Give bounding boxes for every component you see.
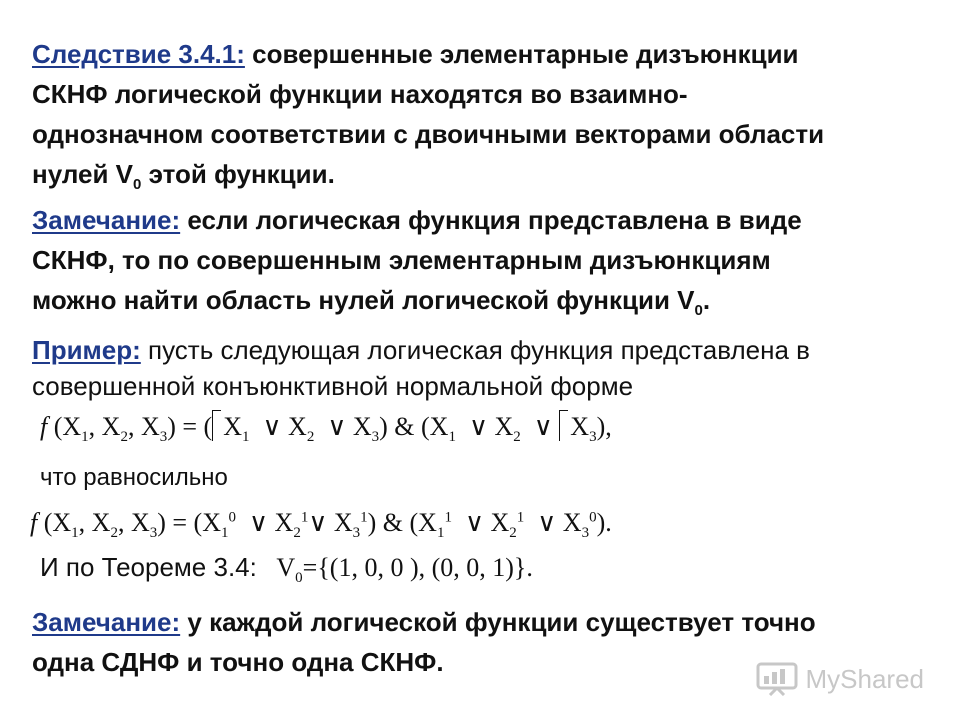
- remark-1-line-2: СКНФ, то по совершенным элементарным дизъюнкциям: [32, 245, 771, 275]
- watermark: [756, 662, 925, 696]
- corollary-label: Следствие 3.4.1:: [32, 39, 245, 69]
- corollary-paragraph: [32, 34, 932, 194]
- corollary-line-1: Следствие 3.4.1: совершенные элементарные дизъюнкции: [32, 39, 799, 69]
- example-line-1: Пример: пусть следующая логическая функция представлена в: [32, 335, 810, 365]
- formula-exponent: f ($X_1$, $X_2$, $X_3) = (X_1^0$ ∨ $X_2^1\vee$ $X_3^1$) & ($X_1^1$ ∨ $X_2^1$ ∨ $X_3^0$).: [30, 508, 612, 542]
- remark-1-line-1: Замечание: если логическая функция представлена в виде: [32, 205, 802, 235]
- watermark-text: MyShared: [805, 663, 924, 694]
- formula-cnf: f ($X_1$, $X_2$, $X_3$) = ( $X_1$ ∨ $X_2$ ∨ $X_3$) & ($X_1$ ∨ $X_2$ ∨ $X_3$),: [40, 412, 612, 446]
- corollary-line-3: однозначном соответствии с двоичными векторами области: [32, 119, 825, 149]
- negation-icon: [559, 410, 568, 441]
- remark-2-label: Замечание:: [32, 607, 181, 637]
- example-line-2: совершенной конъюнктивной нормальной форме: [32, 371, 634, 401]
- remark-1-paragraph: [32, 200, 932, 320]
- negation-icon: [212, 410, 221, 441]
- theorem-line: И по Теореме 3.4: $V_0=\{(1$, 0, 0 ), (0, 0, 1)}.: [40, 552, 533, 587]
- corollary-line-4: нулей $V_0$ этой функции.: [32, 159, 335, 194]
- remark-2-line-2: одна СДНФ и точно одна СКНФ.: [32, 647, 444, 677]
- remark-2-line-1: Замечание: у каждой логической функции существует точно: [32, 607, 816, 637]
- example-label: Пример:: [32, 335, 141, 365]
- corollary-line-2: СКНФ логической функции находятся во взаимно-: [32, 79, 688, 109]
- equivalent-text: что равносильно: [40, 464, 228, 491]
- example-paragraph: [32, 332, 810, 404]
- remark-1-line-3: можно найти область нулей логической функции $V_0$.: [32, 285, 711, 320]
- presentation-board-icon: [756, 662, 798, 696]
- remark-1-label: Замечание:: [32, 205, 181, 235]
